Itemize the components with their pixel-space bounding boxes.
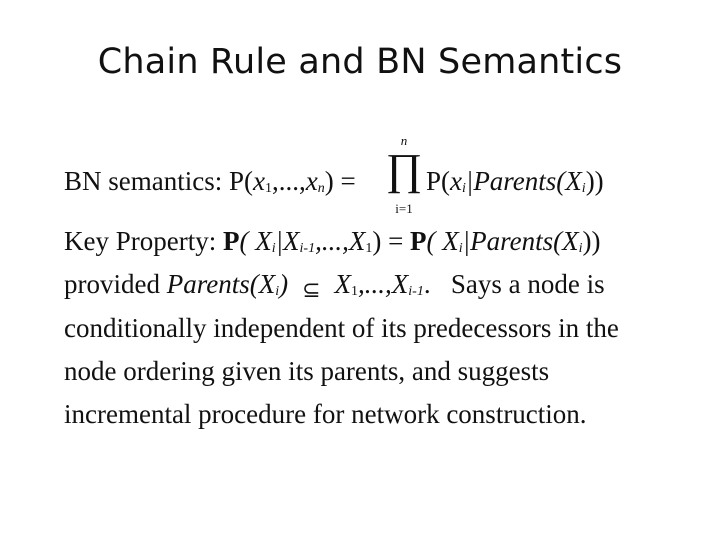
factor-open: P(	[426, 166, 451, 196]
joint-subn: n	[317, 181, 325, 196]
factor-sub: i	[462, 181, 466, 196]
joint-xn: x	[305, 166, 318, 196]
joint-close: ) =	[324, 166, 356, 196]
subset-symbol: ⊆	[302, 277, 321, 302]
key-property-label: Key Property:	[64, 226, 217, 256]
provided-X: X	[334, 269, 352, 299]
key-bar-sub: i-1	[299, 241, 316, 256]
provided-parents-sub: i	[275, 284, 280, 299]
text-line-4: conditionally independent of its predecessors in the	[64, 313, 619, 343]
provided-line	[64, 271, 605, 301]
product-symbol: ∏	[385, 145, 423, 194]
key-property-line	[64, 228, 600, 256]
slide-title: Chain Rule and BN Semantics	[97, 42, 623, 82]
provided-period: .	[423, 269, 431, 299]
joint-x1: x	[253, 166, 265, 196]
key-lhs-open: ( X	[239, 226, 272, 256]
joint-sub1: 1	[264, 181, 272, 196]
product-operator	[382, 133, 426, 220]
key-dots: ,...,X	[315, 226, 366, 256]
text-line-5: node ordering given its parents, and suggests	[64, 356, 550, 386]
key-sub1: 1	[365, 241, 373, 256]
key-rhs-open: ( X	[426, 226, 459, 256]
provided-dots: ,...,X	[358, 269, 409, 299]
text-line-6: incremental procedure for network construction.	[64, 399, 587, 429]
provided-parents-close: )	[279, 269, 289, 299]
key-rhs-parents-sub: i	[578, 241, 583, 256]
factor-parents: |Parents(X	[465, 166, 582, 196]
joint-dots: ,...,	[271, 166, 306, 196]
key-rhs-close: ))	[582, 226, 601, 256]
provided-sub1: 1	[351, 284, 359, 299]
key-rhs-sub: i	[458, 241, 463, 256]
key-lhs-P: P	[222, 226, 240, 256]
key-rhs-P: P	[410, 226, 427, 256]
key-bar-X: |X	[275, 226, 300, 256]
key-rhs-parents: |Parents(X	[462, 226, 579, 256]
bn-semantics-rhs	[426, 168, 604, 196]
provided-word: provided	[64, 269, 160, 299]
factor-parents-sub: i	[581, 181, 586, 196]
factor-close: ))	[585, 166, 604, 196]
bn-semantics-line	[64, 168, 356, 196]
product-upper-limit: n	[400, 133, 408, 148]
key-lhs-sub: i	[271, 241, 276, 256]
key-mid: ) =	[372, 226, 404, 256]
bn-semantics-label: BN semantics:	[64, 166, 223, 196]
factor-x: x	[450, 166, 462, 196]
provided-subi: i-1	[408, 284, 424, 299]
says-text: Says a node is	[450, 269, 605, 299]
joint-open: P(	[228, 166, 253, 196]
provided-parents: Parents(X	[166, 269, 276, 299]
product-lower-limit: i=1	[395, 201, 413, 216]
